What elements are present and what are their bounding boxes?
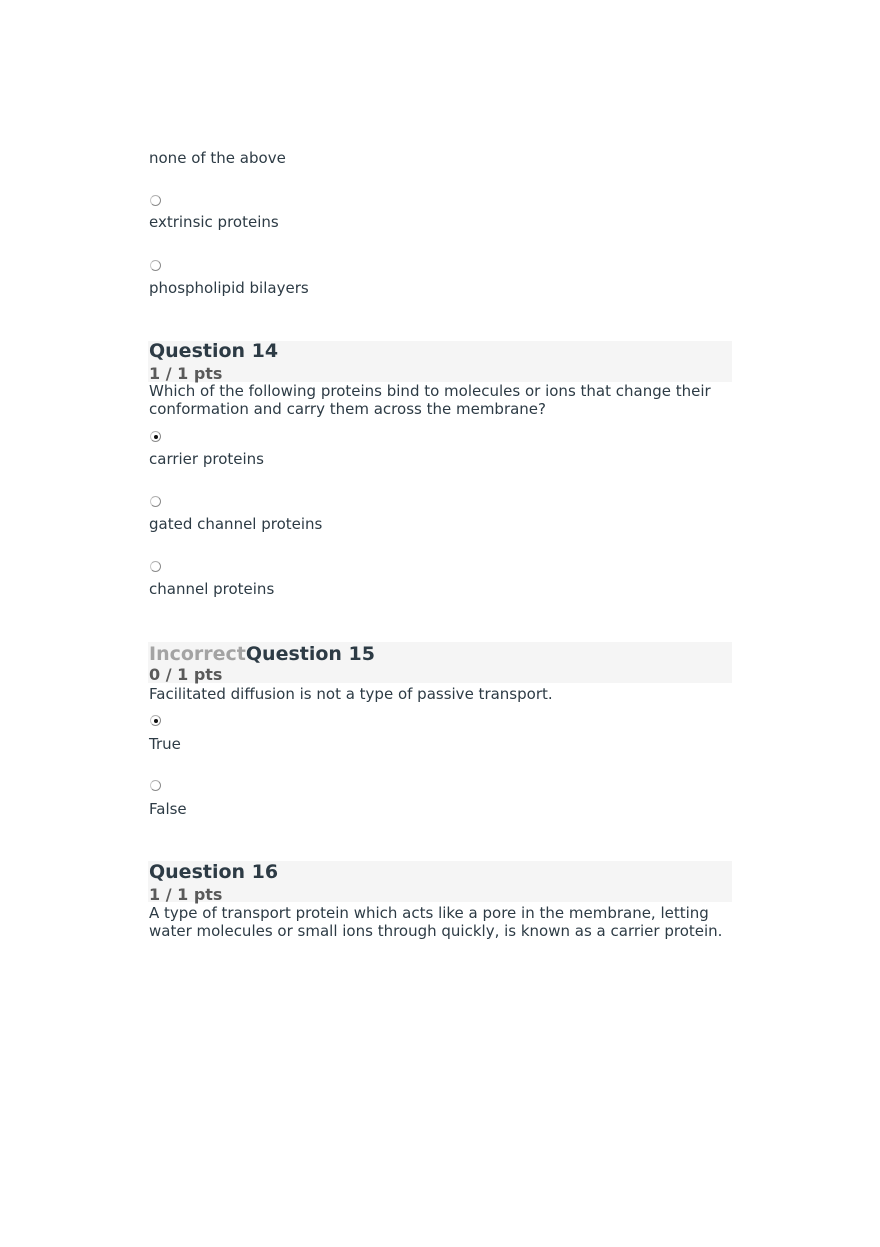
answer-option-label: carrier proteins [149,450,264,468]
radio-button-selected[interactable] [150,431,161,442]
radio-button[interactable] [150,260,161,271]
question-points: 1 / 1 pts [149,885,223,904]
radio-button-selected[interactable] [150,715,161,726]
question-text: Which of the following proteins bind to molecules or ions that change their conformation and carry them across the membrane? [149,382,711,418]
answer-option-label: extrinsic proteins [149,213,279,231]
question-text: Facilitated diffusion is not a type of passive transport. [149,685,553,703]
answer-option-label: gated channel proteins [149,515,323,533]
radio-button[interactable] [150,780,161,791]
radio-button[interactable] [150,561,161,572]
question-points: 0 / 1 pts [149,665,223,684]
question-points: 1 / 1 pts [149,364,223,383]
question-text: A type of transport protein which acts like a pore in the membrane, letting water molecules or small ions through quickly, is known as a carrier protein. [149,904,723,940]
answer-option-label: True [149,735,181,753]
answer-option-label: channel proteins [149,580,275,598]
question-number: Question 15 [245,643,375,665]
question-number: Question 16 [149,861,279,883]
question-title [149,861,278,883]
radio-button[interactable] [150,496,161,507]
radio-button[interactable] [150,195,161,206]
question-title [149,340,278,362]
answer-option-label: phospholipid bilayers [149,279,309,297]
question-number: Question 14 [149,340,279,362]
question-status-incorrect: Incorrect [149,643,246,665]
answer-option-label: none of the above [149,149,286,167]
question-title [149,643,375,665]
answer-option-label: False [149,800,187,818]
